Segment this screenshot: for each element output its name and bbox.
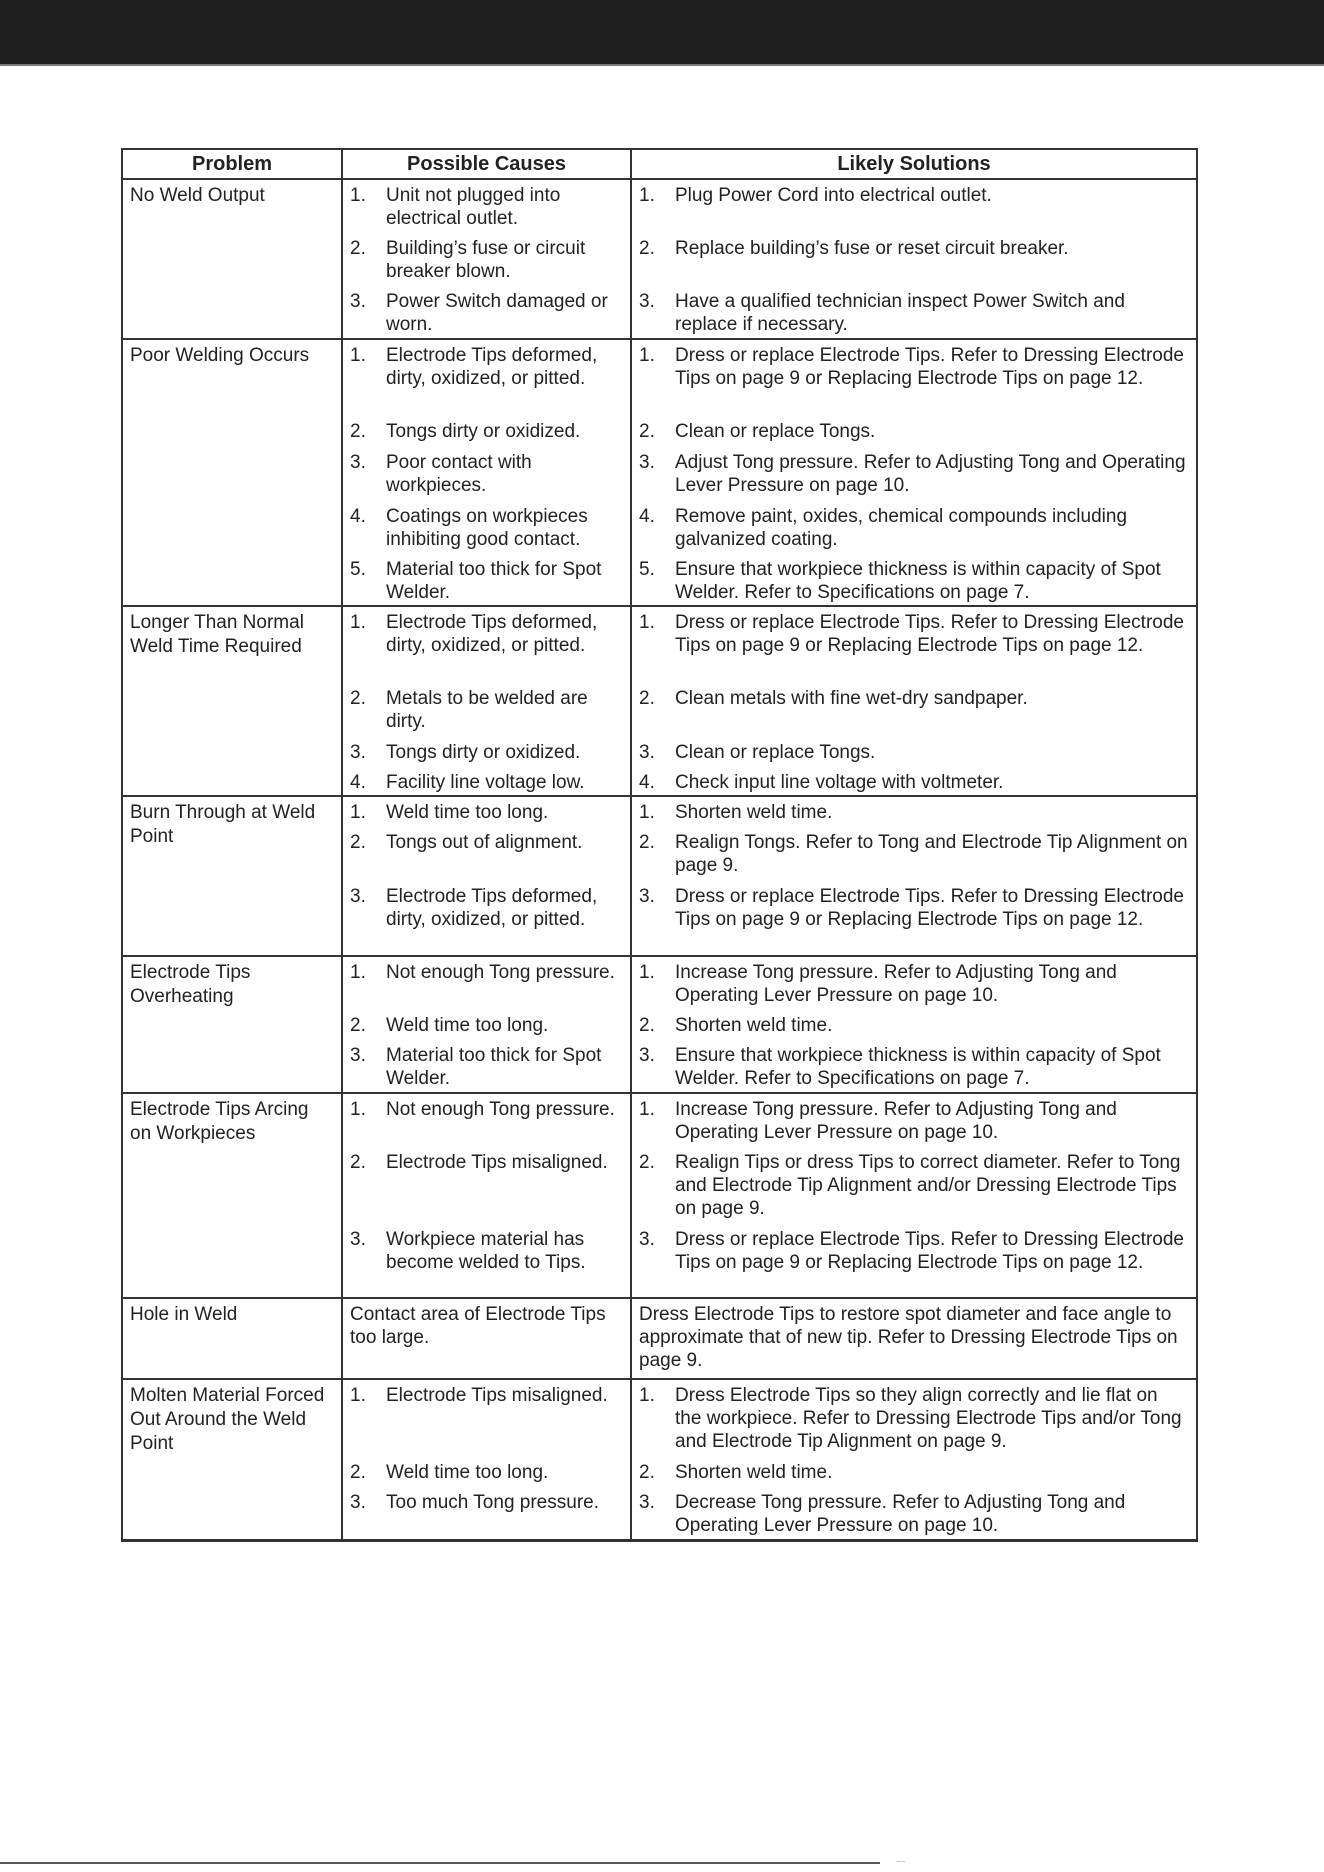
cause-number: 1. [350,345,366,366]
table-row [122,606,1197,796]
troubleshooting-table-container [121,148,1198,1542]
table-row [122,1298,1197,1379]
problem-cell: Burn Through at Weld Point [122,796,342,956]
cause-item [350,1384,623,1407]
cause-text: Tongs out of alignment. [386,832,583,853]
cause-number: 5. [350,559,366,580]
table-row [122,796,1197,956]
cause-item [350,771,623,794]
solution-number: 1. [639,185,655,206]
solution-number: 1. [639,962,655,983]
solution-item [639,237,1189,260]
cause-number: 1. [350,185,366,206]
cause-item [350,1151,623,1174]
table-row [122,1379,1197,1540]
solution-item [639,505,1189,551]
cause-text: Electrode Tips misaligned. [386,1152,608,1173]
solution-item [639,558,1189,604]
cause-number: 1. [350,1385,366,1406]
solution-number: 3. [639,1045,655,1066]
cause-text: Building’s fuse or circuit breaker blown. [386,238,586,282]
cause-item [350,687,623,733]
footer-page-mark: ⁻⁻ [896,1858,906,1868]
cause-text: Electrode Tips deformed, dirty, oxidized, or pitted. [386,612,598,656]
solution-text: Replace building’s fuse or reset circuit breaker. [675,238,1069,259]
solution-item [639,687,1189,710]
causes-cell [342,179,631,339]
causes-cell [342,796,631,956]
cause-number: 2. [350,421,366,442]
cause-item [350,344,623,390]
solution-number: 5. [639,559,655,580]
cause-text: Weld time too long. [386,1015,549,1036]
solution-text: Ensure that workpiece thickness is within capacity of Spot Welder. Refer to Specifications on page 7. [675,1045,1161,1089]
solution-item [639,1491,1189,1537]
solution-text: Realign Tongs. Refer to Tong and Electrode Tip Alignment on page 9. [675,832,1188,876]
solution-number: 4. [639,772,655,793]
solution-text: Plug Power Cord into electrical outlet. [675,185,992,206]
cause-text: Coatings on workpieces inhibiting good contact. [386,506,588,550]
cause-text: Weld time too long. [386,1462,549,1483]
cause-text: Metals to be welded are dirty. [386,688,588,732]
table-row [122,339,1197,606]
cause-item [350,885,623,931]
causes-cell [342,1379,631,1540]
solution-number: 3. [639,1492,655,1513]
solution-text: Ensure that workpiece thickness is within capacity of Spot Welder. Refer to Specifications on page 7. [675,559,1161,603]
cause-number: 3. [350,1492,366,1513]
solution-number: 3. [639,291,655,312]
cause-item [350,558,623,604]
cause-number: 3. [350,1045,366,1066]
solutions-cell [631,1379,1197,1540]
solution-text: Increase Tong pressure. Refer to Adjusting Tong and Operating Lever Pressure on page 10. [675,962,1117,1006]
cause-number: 1. [350,1099,366,1120]
cause-item [350,1228,623,1274]
problem-cell: Electrode Tips Overheating [122,956,342,1093]
cause-item [350,801,623,824]
solutions-cell [631,606,1197,796]
solution-number: 1. [639,612,655,633]
solution-number: 3. [639,742,655,763]
cause-number: 3. [350,886,366,907]
cause-number: 2. [350,832,366,853]
solution-text: Realign Tips or dress Tips to correct diameter. Refer to Tong and Electrode Tip Alignment and/or Dressing Electrode Tips on page 9. [675,1152,1181,1219]
cause-item [350,1044,623,1090]
solution-text: Clean or replace Tongs. [675,742,876,763]
solution-number: 4. [639,506,655,527]
cause-text: Material too thick for Spot Welder. [386,559,602,603]
cause-item [350,611,623,657]
solution-number: 3. [639,1229,655,1250]
solution-text: Dress or replace Electrode Tips. Refer to Dressing Electrode Tips on page 9 or Replacing Electrode Tips on page 12. [675,1229,1184,1273]
cause-number: 2. [350,688,366,709]
cause-text: Weld time too long. [386,802,549,823]
cause-item [350,741,623,764]
cause-item [350,1014,623,1037]
solution-item [639,1014,1189,1037]
column-header-solutions: Likely Solutions [631,149,1197,179]
solution-text: Check input line voltage with voltmeter. [675,772,1004,793]
solution-number: 1. [639,1099,655,1120]
cause-number: 2. [350,1152,366,1173]
causes-cell [342,1093,631,1298]
problem-cell: Electrode Tips Arcing on Workpieces [122,1093,342,1298]
causes-cell [342,606,631,796]
problem-cell: Poor Welding Occurs [122,339,342,606]
troubleshooting-table [121,148,1198,1542]
cause-number: 2. [350,1015,366,1036]
table-row [122,1093,1197,1298]
cause-number: 3. [350,291,366,312]
footer-rule [0,1862,880,1864]
cause-number: 1. [350,612,366,633]
cause-number: 2. [350,1462,366,1483]
solution-text: Shorten weld time. [675,1015,833,1036]
solution-item [639,771,1189,794]
solutions-cell [631,956,1197,1093]
solution-text: Adjust Tong pressure. Refer to Adjusting Tong and Operating Lever Pressure on page 10. [675,452,1186,496]
cause-item [350,451,623,497]
problem-cell: Hole in Weld [122,1298,342,1379]
solution-item [639,420,1189,443]
solution-number: 2. [639,832,655,853]
table-row [122,956,1197,1093]
solutions-cell [631,796,1197,956]
cause-item [350,831,623,854]
solution-text: Dress or replace Electrode Tips. Refer to Dressing Electrode Tips on page 9 or Replacing Electrode Tips on page 12. [675,612,1184,656]
cause-item [350,1461,623,1484]
cause-text: Not enough Tong pressure. [386,1099,615,1120]
solution-text: Dress or replace Electrode Tips. Refer to Dressing Electrode Tips on page 9 or Replacing Electrode Tips on page 12. [675,345,1184,389]
solution-text: Remove paint, oxides, chemical compounds including galvanized coating. [675,506,1128,550]
solution-item [639,1228,1189,1274]
solution-number: 1. [639,1385,655,1406]
solution-item [639,1151,1189,1220]
cause-number: 4. [350,506,366,527]
header-bar [0,0,1324,66]
solution-text: Have a qualified technician inspect Power Switch and replace if necessary. [675,291,1125,335]
cause-text: Power Switch damaged or worn. [386,291,608,335]
cause-item [350,1491,623,1514]
cause-item [350,961,623,984]
cause-item [350,290,623,336]
cause-text: Facility line voltage low. [386,772,585,793]
solution-text: Dress Electrode Tips so they align correctly and lie flat on the workpiece. Refer to Dressing Electrode Tips and/or Tong and Electrode Tip Alignment on page 9. [675,1385,1182,1452]
solution-number: 2. [639,1152,655,1173]
cause-number: 1. [350,962,366,983]
solution-item [639,885,1189,931]
solution-text: Increase Tong pressure. Refer to Adjusting Tong and Operating Lever Pressure on page 10. [675,1099,1117,1143]
table-header-row [122,149,1197,179]
solution-number: 2. [639,238,655,259]
cause-text: Tongs dirty or oxidized. [386,742,581,763]
solution-number: 3. [639,452,655,473]
solution-number: 2. [639,421,655,442]
cause-item [350,184,623,230]
solution-number: 3. [639,886,655,907]
cause-text: Electrode Tips misaligned. [386,1385,608,1406]
solution-number: 1. [639,345,655,366]
solution-number: 2. [639,688,655,709]
cause-item [350,505,623,551]
cause-number: 4. [350,772,366,793]
solution-item [639,741,1189,764]
solution-item [639,611,1189,657]
cause-item [350,420,623,443]
problem-cell: No Weld Output [122,179,342,339]
table-row [122,179,1197,339]
cause-text: Workpiece material has become welded to Tips. [386,1229,586,1273]
solution-item [639,831,1189,877]
cause-item [350,237,623,283]
solution-number: 1. [639,802,655,823]
solution-item [639,1044,1189,1090]
cause-number: 1. [350,802,366,823]
solution-item [639,184,1189,207]
solution-item [639,961,1189,1007]
problem-cell: Longer Than Normal Weld Time Required [122,606,342,796]
solution-number: 2. [639,1015,655,1036]
column-header-problem: Problem [122,149,342,179]
cause-text: Tongs dirty or oxidized. [386,421,581,442]
solution-text: Clean metals with fine wet-dry sandpaper. [675,688,1028,709]
causes-cell: Contact area of Electrode Tips too large. [342,1298,631,1379]
cause-text: Too much Tong pressure. [386,1492,599,1513]
solution-item [639,801,1189,824]
solution-item [639,451,1189,497]
solutions-cell [631,339,1197,606]
column-header-causes: Possible Causes [342,149,631,179]
cause-text: Not enough Tong pressure. [386,962,615,983]
cause-item [350,1098,623,1121]
cause-text: Material too thick for Spot Welder. [386,1045,602,1089]
cause-text: Unit not plugged into electrical outlet. [386,185,561,229]
solution-item [639,1384,1189,1453]
table-body [122,179,1197,1540]
solution-text: Decrease Tong pressure. Refer to Adjusting Tong and Operating Lever Pressure on page 10. [675,1492,1126,1536]
cause-text: Electrode Tips deformed, dirty, oxidized, or pitted. [386,345,598,389]
solution-item [639,290,1189,336]
solution-number: 2. [639,1462,655,1483]
solution-item [639,344,1189,390]
problem-cell: Molten Material Forced Out Around the Weld Point [122,1379,342,1540]
solution-item [639,1098,1189,1144]
cause-number: 3. [350,452,366,473]
solutions-cell [631,1093,1197,1298]
causes-cell [342,956,631,1093]
cause-text: Poor contact with workpieces. [386,452,532,496]
solution-item [639,1461,1189,1484]
causes-cell [342,339,631,606]
cause-number: 3. [350,742,366,763]
solution-text: Clean or replace Tongs. [675,421,876,442]
cause-number: 3. [350,1229,366,1250]
solution-text: Dress or replace Electrode Tips. Refer to Dressing Electrode Tips on page 9 or Replacing Electrode Tips on page 12. [675,886,1184,930]
solutions-cell [631,179,1197,339]
solutions-cell: Dress Electrode Tips to restore spot diameter and face angle to approximate that of new tip. Refer to Dressing Electrode Tips on page 9. [631,1298,1197,1379]
cause-number: 2. [350,238,366,259]
cause-text: Electrode Tips deformed, dirty, oxidized, or pitted. [386,886,598,930]
solution-text: Shorten weld time. [675,802,833,823]
solution-text: Shorten weld time. [675,1462,833,1483]
